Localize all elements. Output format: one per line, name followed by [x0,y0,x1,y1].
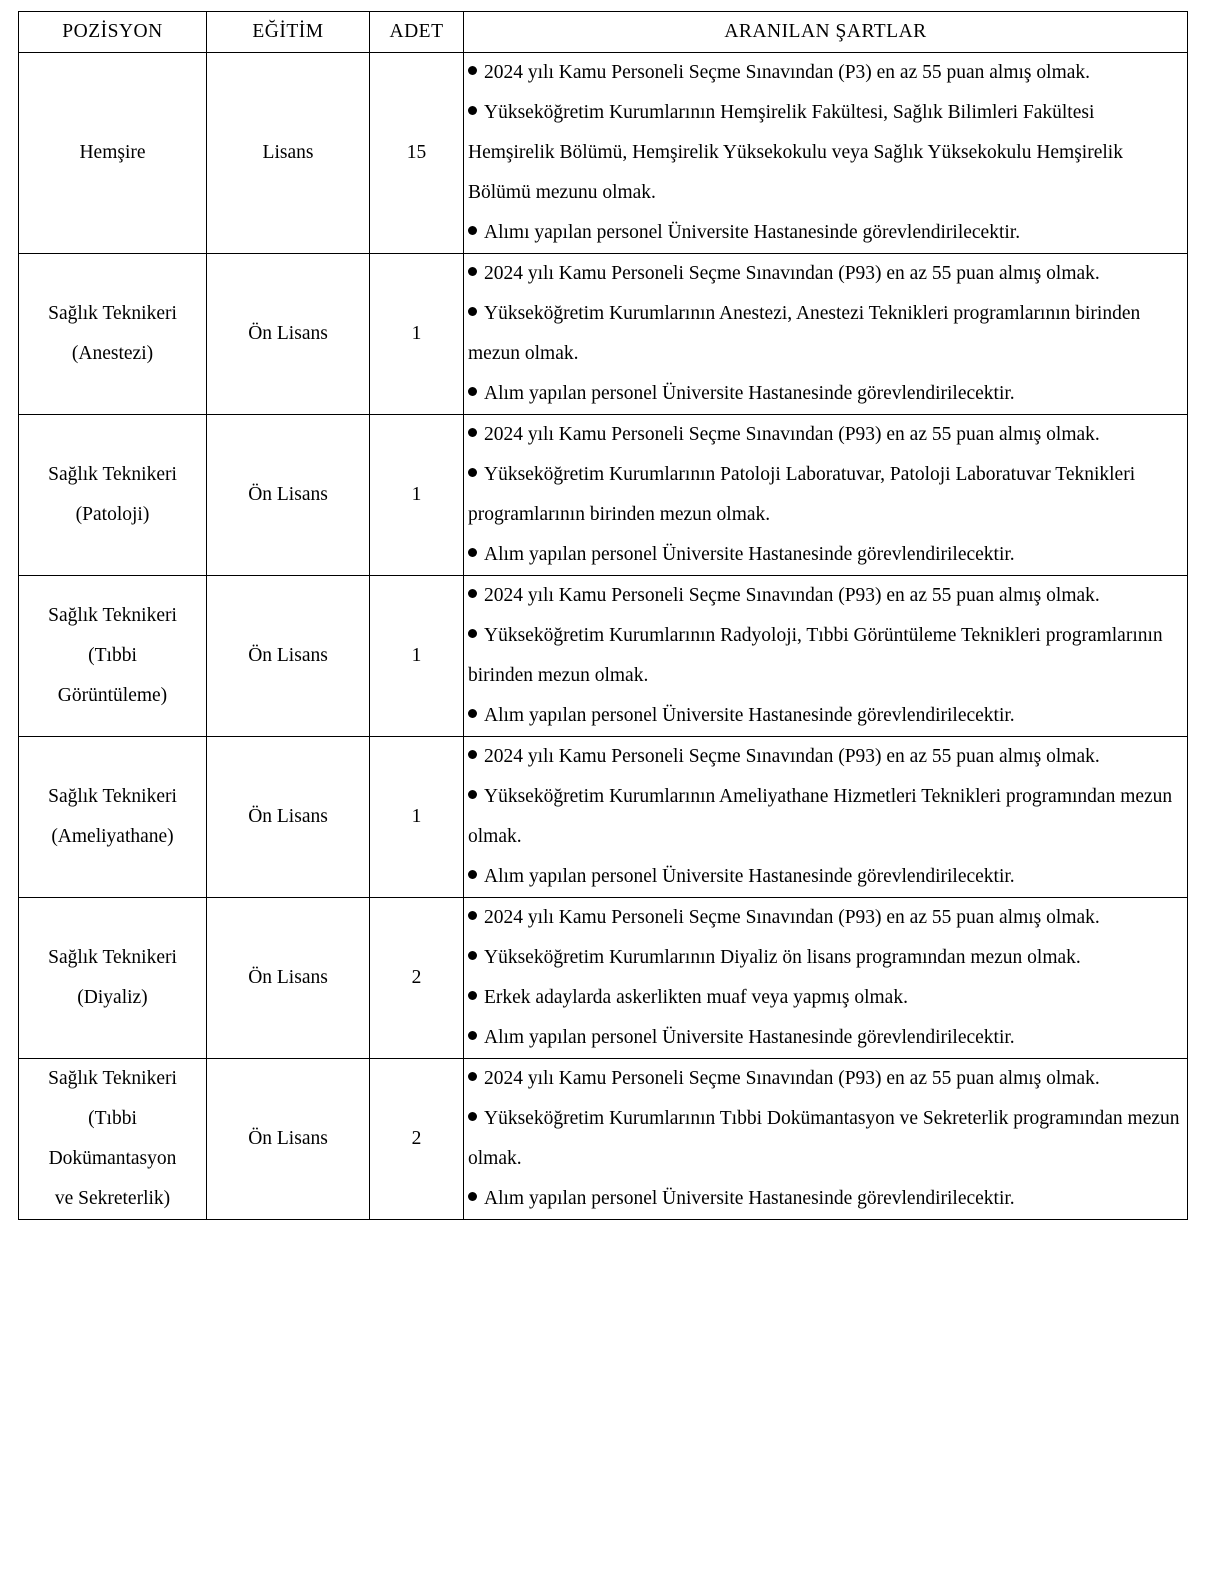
table-row [19,415,1188,576]
requirement-item: 2024 yılı Kamu Personeli Seçme Sınavından (P93) en az 55 puan almış olmak. [468,254,1181,294]
header-count: ADET [370,12,464,53]
position-cell [19,415,207,576]
count-cell: 15 [370,53,464,254]
requirement-item: Yükseköğretim Kurumlarının Patoloji Laboratuvar, Patoloji Laboratuvar Teknikleri programlarının birinden mezun olmak. [468,455,1181,535]
header-position: POZİSYON [19,12,207,53]
requirement-item: Alım yapılan personel Üniversite Hastanesinde görevlendirilecektir. [468,374,1181,414]
position-line: Sağlık Teknikeri [48,303,177,324]
requirement-item: 2024 yılı Kamu Personeli Seçme Sınavından (P3) en az 55 puan almış olmak. [468,53,1181,93]
position-cell [19,53,207,254]
requirement-item: 2024 yılı Kamu Personeli Seçme Sınavından (P93) en az 55 puan almış olmak. [468,898,1181,938]
header-requirements: ARANILAN ŞARTLAR [464,12,1188,53]
education-cell: Ön Lisans [207,898,370,1059]
position-line: (Patoloji) [75,504,150,525]
requirement-item: Alımı yapılan personel Üniversite Hastanesinde görevlendirilecektir. [468,213,1181,253]
header-education: EĞİTİM [207,12,370,53]
requirements-cell [464,53,1188,254]
requirement-item: 2024 yılı Kamu Personeli Seçme Sınavından (P93) en az 55 puan almış olmak. [468,1059,1181,1099]
requirements-cell [464,898,1188,1059]
position-cell [19,576,207,737]
education-cell: Lisans [207,53,370,254]
requirement-item: Yükseköğretim Kurumlarının Anestezi, Anestezi Teknikleri programlarının birinden mezun olmak. [468,294,1181,374]
table-row [19,898,1188,1059]
position-cell [19,737,207,898]
table-body [19,53,1188,1220]
position-cell [19,898,207,1059]
job-requirements-table [18,11,1188,1220]
requirement-item: Yükseköğretim Kurumlarının Tıbbi Dokümantasyon ve Sekreterlik programından mezun olmak. [468,1099,1181,1179]
requirement-item: Yükseköğretim Kurumlarının Diyaliz ön lisans programından mezun olmak. [468,938,1181,978]
education-cell: Ön Lisans [207,254,370,415]
requirements-cell [464,254,1188,415]
requirement-item: Alım yapılan personel Üniversite Hastanesinde görevlendirilecektir. [468,857,1181,897]
count-cell: 1 [370,254,464,415]
education-cell: Ön Lisans [207,576,370,737]
requirement-item: 2024 yılı Kamu Personeli Seçme Sınavından (P93) en az 55 puan almış olmak. [468,576,1181,616]
position-line: (Anestezi) [71,343,154,364]
count-cell: 1 [370,737,464,898]
position-cell [19,254,207,415]
position-cell [19,1059,207,1220]
requirement-item: Erkek adaylarda askerlikten muaf veya yapmış olmak. [468,978,1181,1018]
position-line: Sağlık Teknikeri [48,947,177,968]
position-line: (Tıbbi [88,1108,137,1129]
position-line: Sağlık Teknikeri [48,786,177,807]
requirement-item: Yükseköğretim Kurumlarının Ameliyathane Hizmetleri Teknikleri programından mezun olmak. [468,777,1181,857]
table-row [19,737,1188,898]
position-line: (Ameliyathane) [51,826,174,847]
position-line: (Tıbbi [88,645,137,666]
table-row [19,1059,1188,1220]
count-cell: 1 [370,576,464,737]
requirement-item: Alım yapılan personel Üniversite Hastanesinde görevlendirilecektir. [468,696,1181,736]
requirements-cell [464,1059,1188,1220]
table-header-row [19,12,1188,53]
requirement-item: Alım yapılan personel Üniversite Hastanesinde görevlendirilecektir. [468,535,1181,575]
education-cell: Ön Lisans [207,1059,370,1220]
requirement-item: 2024 yılı Kamu Personeli Seçme Sınavından (P93) en az 55 puan almış olmak. [468,737,1181,777]
requirements-cell [464,576,1188,737]
table-row [19,576,1188,737]
education-cell: Ön Lisans [207,415,370,576]
position-line: Sağlık Teknikeri [48,464,177,485]
position-line: ve Sekreterlik) [54,1188,171,1209]
education-cell: Ön Lisans [207,737,370,898]
position-line: Sağlık Teknikeri [48,1068,177,1089]
count-cell: 1 [370,415,464,576]
requirement-item: 2024 yılı Kamu Personeli Seçme Sınavından (P93) en az 55 puan almış olmak. [468,415,1181,455]
position-line: Görüntüleme) [57,685,168,706]
job-requirements-table-wrapper [18,11,1188,1220]
requirement-item: Yükseköğretim Kurumlarının Hemşirelik Fakültesi, Sağlık Bilimleri Fakültesi Hemşirelik Bölümü, Hemşirelik Yüksekokulu veya Sağlık Yüksekokulu Hemşirelik Bölümü mezunu olmak. [468,93,1181,213]
requirement-item: Alım yapılan personel Üniversite Hastanesinde görevlendirilecektir. [468,1018,1181,1058]
requirement-item: Alım yapılan personel Üniversite Hastanesinde görevlendirilecektir. [468,1179,1181,1219]
requirements-cell [464,737,1188,898]
table-row [19,53,1188,254]
requirements-cell [464,415,1188,576]
count-cell: 2 [370,898,464,1059]
position-line: Dokümantasyon [48,1148,177,1169]
requirement-item: Yükseköğretim Kurumlarının Radyoloji, Tıbbi Görüntüleme Teknikleri programlarının birinden mezun olmak. [468,616,1181,696]
position-line: (Diyaliz) [77,987,148,1008]
count-cell: 2 [370,1059,464,1220]
table-row [19,254,1188,415]
position-line: Hemşire [79,142,146,163]
position-line: Sağlık Teknikeri [48,605,177,626]
